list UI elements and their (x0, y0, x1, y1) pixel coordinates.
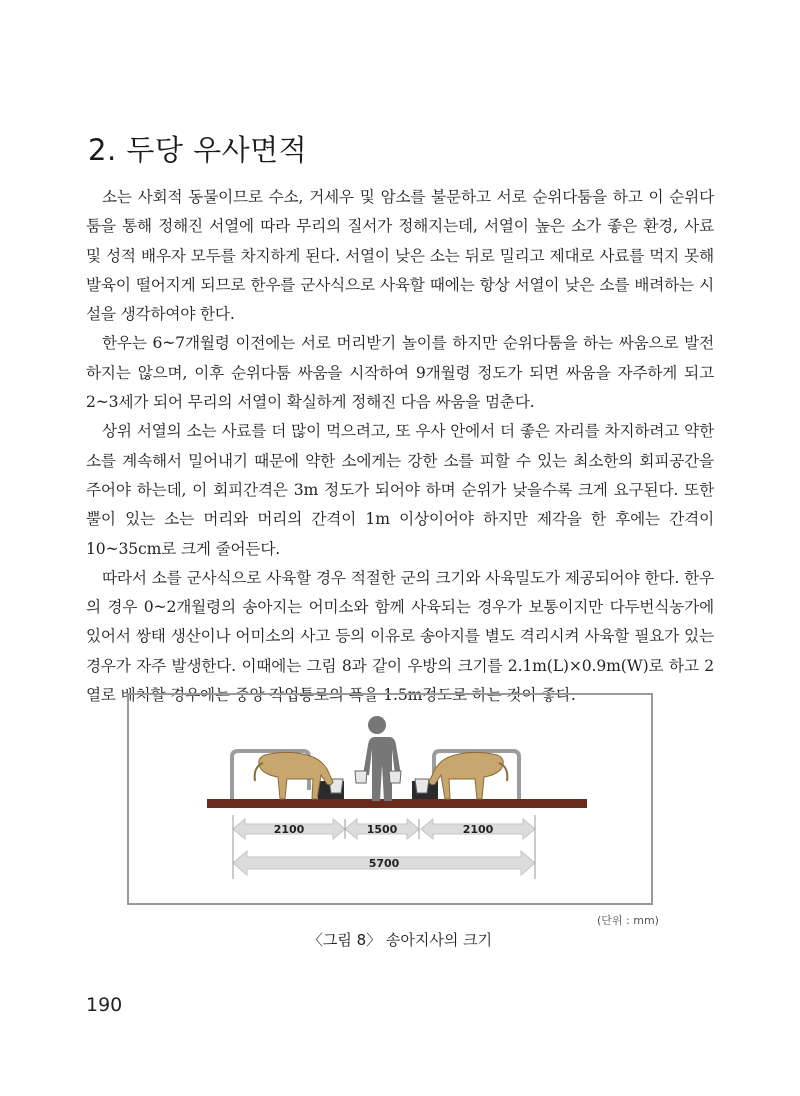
left-stall-dimension-label: 2100 (273, 823, 305, 836)
figure-frame (127, 693, 653, 905)
floor-strip (207, 799, 587, 808)
section-heading: 2. 두당 우사면적 (88, 133, 308, 167)
figure-caption: 〈그림 8〉 송아지사의 크기 (307, 931, 493, 949)
right-bucket-icon (415, 779, 429, 793)
right-calf-icon (429, 752, 507, 799)
calf-pen-diagram (129, 695, 651, 903)
paragraph: 한우는 6~7개월령 이전에는 서로 머리받기 놀이를 하지만 순위다툼을 하는 싸움으로 발전하지는 않으며, 이후 순위다툼 싸움을 시작하여 9개월령 정도가 되면 싸움을 자주하게 되고 2~3세가 되어 무리의 서열이 확실하게 정해진 다음 싸움을 멈춘다. (86, 334, 714, 412)
paragraph: 상위 서열의 소는 사료를 더 많이 먹으려고, 또 우사 안에서 더 좋은 자리를 차지하려고 약한 소를 계속해서 밀어내기 때문에 약한 소에게는 강한 소를 피할 수 있는 최소한의 회피공간을 주어야 하는데, 이 회피간격은 3m 정도가 되어야 하며 순위가 낮을수록 크게 요구된다. 또한 뿔이 있는 소는 머리와 머리의 간격이 1m 이상이어야 하지만 제각을 한 후에는 간격이 10~35cm로 크게 줄어든다. (86, 422, 714, 558)
total-dimension-label: 5700 (368, 857, 400, 870)
right-stall-dimension-label: 2100 (462, 823, 494, 836)
farmer-right-bucket-icon (389, 771, 401, 783)
paragraph: 따라서 소를 군사식으로 사육할 경우 적절한 군의 크기와 사육밀도가 제공되어야 한다. 한우의 경우 0~2개월령의 송아지는 어미소와 함께 사육되는 경우가 보통이지만 다두번식농가에 있어서 쌍태 생산이나 어미소의 사고 등의 이유로 송아지를 별도 격리시켜 사육할 필요가 있는 경우가 자주 발생한다. 이때에는 그림 8과 같이 우방의 크기를 2.1m(L)×0.9m(W)로 하고 2열로 배치할 경우에는 중앙 작업통로의 폭을 1.5m정도로 하는 것이 좋다. (86, 568, 714, 705)
farmer-left-bucket-icon (355, 771, 367, 783)
body-text (86, 183, 714, 710)
farmer-icon (363, 716, 401, 801)
page-number: 190 (86, 994, 123, 1016)
paragraph: 소는 사회적 동물이므로 수소, 거세우 및 암소를 불문하고 서로 순위다툼을 하고 이 순위다툼을 통해 정해진 서열에 따라 무리의 질서가 정해지는데, 서열이 높은 소가 좋은 환경, 사료 및 성적 배우자 모두를 차지하게 된다. 서열이 낮은 소는 뒤로 밀리고 제대로 사료를 먹지 못해 발육이 떨어지게 되므로 한우를 군사식으로 사육할 때에는 항상 서열이 낮은 소를 배려하는 시설을 생각하여야 한다. (86, 188, 714, 324)
unit-note: (단위 : mm) (597, 914, 659, 927)
aisle-dimension-label: 1500 (366, 823, 398, 836)
